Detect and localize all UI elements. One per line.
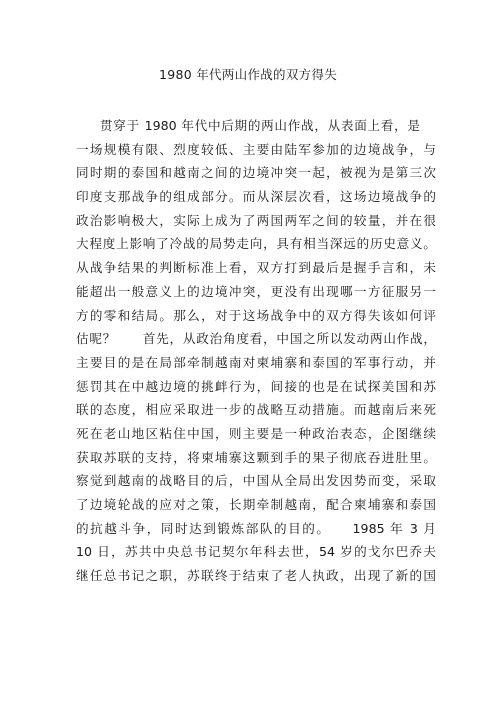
body-line: 死在老山地区粘住中国，则主要是一种政治表态，企图继续 xyxy=(76,425,436,441)
body-line: 能超出一般意义上的边境冲突，更没有出现哪一方征服另一 xyxy=(76,283,436,299)
body-line: 联的态度，相应采取进一步的战略互动措施。而越南后来死 xyxy=(76,402,436,418)
body-line: 的抗越斗争，同时达到锻炼部队的目的。 1985 年 3 月 xyxy=(76,520,436,536)
body-line: 从战争结果的判断标准上看，双方打到最后是握手言和，未 xyxy=(76,260,436,276)
body-line: 方的零和结局。那么，对于这场战争中的双方得失该如何评 xyxy=(76,307,436,323)
body-line: 贯穿于 1980 年代中后期的两山作战，从表面上看，是 xyxy=(100,118,420,133)
body-line: 惩罚其在中越边境的挑衅行为，间接的也是在试探美国和苏 xyxy=(76,378,436,394)
body-line: 估呢？ 首先，从政治角度看，中国之所以发动两山作战， xyxy=(76,331,436,347)
body-line: 政治影响极大，实际上成为了两国两军之间的较量，并在很 xyxy=(76,212,436,228)
document-body xyxy=(76,114,436,588)
body-line: 主要目的是在局部牵制越南对柬埔寨和泰国的军事行动，并 xyxy=(76,354,436,370)
body-line: 10 日，苏共中央总书记契尔年科去世，54 岁的戈尔巴乔夫 xyxy=(76,544,436,560)
body-line: 印度支那战争的组成部分。而从深层次看，这场边境战争的 xyxy=(76,189,436,205)
body-line: 了边境轮战的应对之策，长期牵制越南，配合柬埔寨和泰国 xyxy=(76,497,436,512)
body-line: 同时期的泰国和越南之间的边境冲突一起，被视为是第三次 xyxy=(76,165,436,181)
body-line: 大程度上影响了冷战的局势走向，具有相当深远的历史意义。 xyxy=(76,236,436,252)
body-line: 继任总书记之职，苏联终于结束了老人执政，出现了新的国 xyxy=(76,568,436,584)
body-line: 一场规模有限、烈度较低、主要由陆军参加的边境战争，与 xyxy=(76,141,436,157)
document-title: 1980 年代两山作战的双方得失 xyxy=(158,67,338,82)
body-line: 察觉到越南的战略目的后，中国从全局出发因势而变，采取 xyxy=(76,473,436,489)
body-line: 获取苏联的支持，将柬埔寨这颗到手的果子彻底吞进肚里。 xyxy=(76,449,436,465)
